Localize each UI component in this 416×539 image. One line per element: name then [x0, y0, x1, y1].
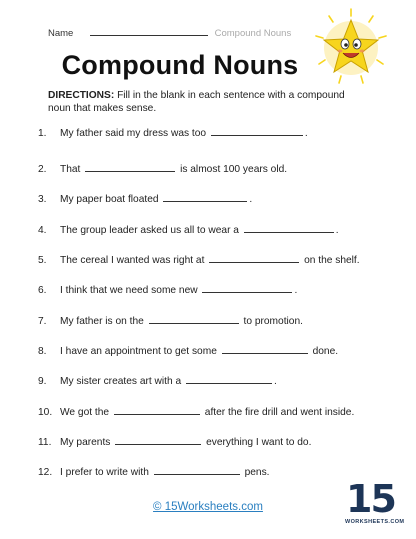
- question-text-before: That: [60, 164, 81, 175]
- question-item: [38, 314, 303, 327]
- question-number: 12.: [38, 467, 53, 478]
- question-text-after: is almost 100 years old.: [180, 164, 288, 175]
- question-text-before: I think that we need some new: [60, 285, 198, 296]
- question-number: 7.: [38, 316, 47, 327]
- logo-number: 15: [346, 477, 395, 521]
- question-text-before: We got the: [60, 407, 110, 418]
- answer-blank[interactable]: [163, 192, 247, 202]
- question-text-before: The group leader asked us all to wear a: [60, 225, 239, 236]
- question-text-after: .: [249, 194, 253, 205]
- answer-blank[interactable]: [149, 314, 239, 324]
- question-number: 11.: [38, 437, 52, 448]
- site-logo: [344, 477, 405, 527]
- question-number: 3.: [38, 194, 47, 205]
- question-number: 8.: [38, 346, 47, 357]
- question-number: 6.: [38, 285, 47, 296]
- question-text-after: .: [304, 128, 308, 139]
- directions-label: DIRECTIONS:: [48, 90, 115, 101]
- question-text-after: everything I want to do.: [206, 437, 312, 448]
- answer-blank[interactable]: [114, 405, 200, 415]
- question-text-before: I prefer to write with: [60, 467, 149, 478]
- answer-blank[interactable]: [186, 374, 272, 384]
- name-blank[interactable]: [90, 26, 208, 36]
- question-item: [38, 374, 277, 387]
- name-label: Name: [48, 28, 74, 39]
- question-item: [38, 435, 311, 448]
- question-text-after: .: [335, 225, 339, 236]
- question-text-after: on the shelf.: [304, 255, 360, 266]
- question-number: 1.: [38, 128, 47, 139]
- question-text-after: after the fire drill and went inside.: [204, 407, 355, 418]
- question-item: [38, 465, 270, 478]
- question-item: [38, 223, 339, 236]
- answer-blank[interactable]: [202, 283, 292, 293]
- answer-blank[interactable]: [211, 126, 303, 136]
- question-number: 2.: [38, 164, 47, 175]
- name-row: [48, 26, 291, 39]
- star-mascot-icon: [311, 6, 391, 88]
- answer-blank[interactable]: [115, 435, 201, 445]
- question-number: 9.: [38, 376, 47, 387]
- question-text-after: pens.: [244, 467, 270, 478]
- answer-blank[interactable]: [85, 162, 175, 172]
- question-text-after: done.: [312, 346, 339, 357]
- question-item: [38, 126, 308, 139]
- question-item: [38, 283, 297, 296]
- answer-blank[interactable]: [209, 253, 299, 263]
- question-item: [38, 192, 252, 205]
- directions-text: Fill in the blank in each sentence with a compound noun that makes sense.: [48, 90, 345, 114]
- question-text-before: My father is on the: [60, 316, 144, 327]
- answer-blank[interactable]: [154, 465, 240, 475]
- answer-blank[interactable]: [222, 344, 308, 354]
- directions: [48, 89, 348, 115]
- page-title: Compound Nouns: [61, 50, 299, 80]
- question-number: 10.: [38, 407, 53, 418]
- question-item: [38, 253, 360, 266]
- question-text-after: .: [294, 285, 298, 296]
- question-text-after: .: [274, 376, 277, 387]
- question-number: 5.: [38, 255, 47, 266]
- question-item: [38, 405, 354, 418]
- logo-site-text: WORKSHEETS.COM: [345, 519, 405, 525]
- question-item: [38, 344, 338, 357]
- footer-copyright-link[interactable]: © 15Worksheets.com: [153, 501, 263, 513]
- question-text-before: My parents: [60, 437, 111, 448]
- answer-blank[interactable]: [244, 223, 334, 233]
- question-text-before: The cereal I wanted was right at: [60, 255, 205, 266]
- question-number: 4.: [38, 225, 47, 236]
- question-text-before: My father said my dress was too: [60, 128, 207, 139]
- question-text-before: My sister creates art with a: [60, 376, 182, 387]
- header-subtitle: Compound Nouns: [214, 28, 292, 39]
- question-item: [38, 162, 287, 175]
- question-text-before: My paper boat floated: [60, 194, 159, 205]
- question-text-before: I have an appointment to get some: [60, 346, 217, 357]
- question-text-after: to promotion.: [243, 316, 303, 327]
